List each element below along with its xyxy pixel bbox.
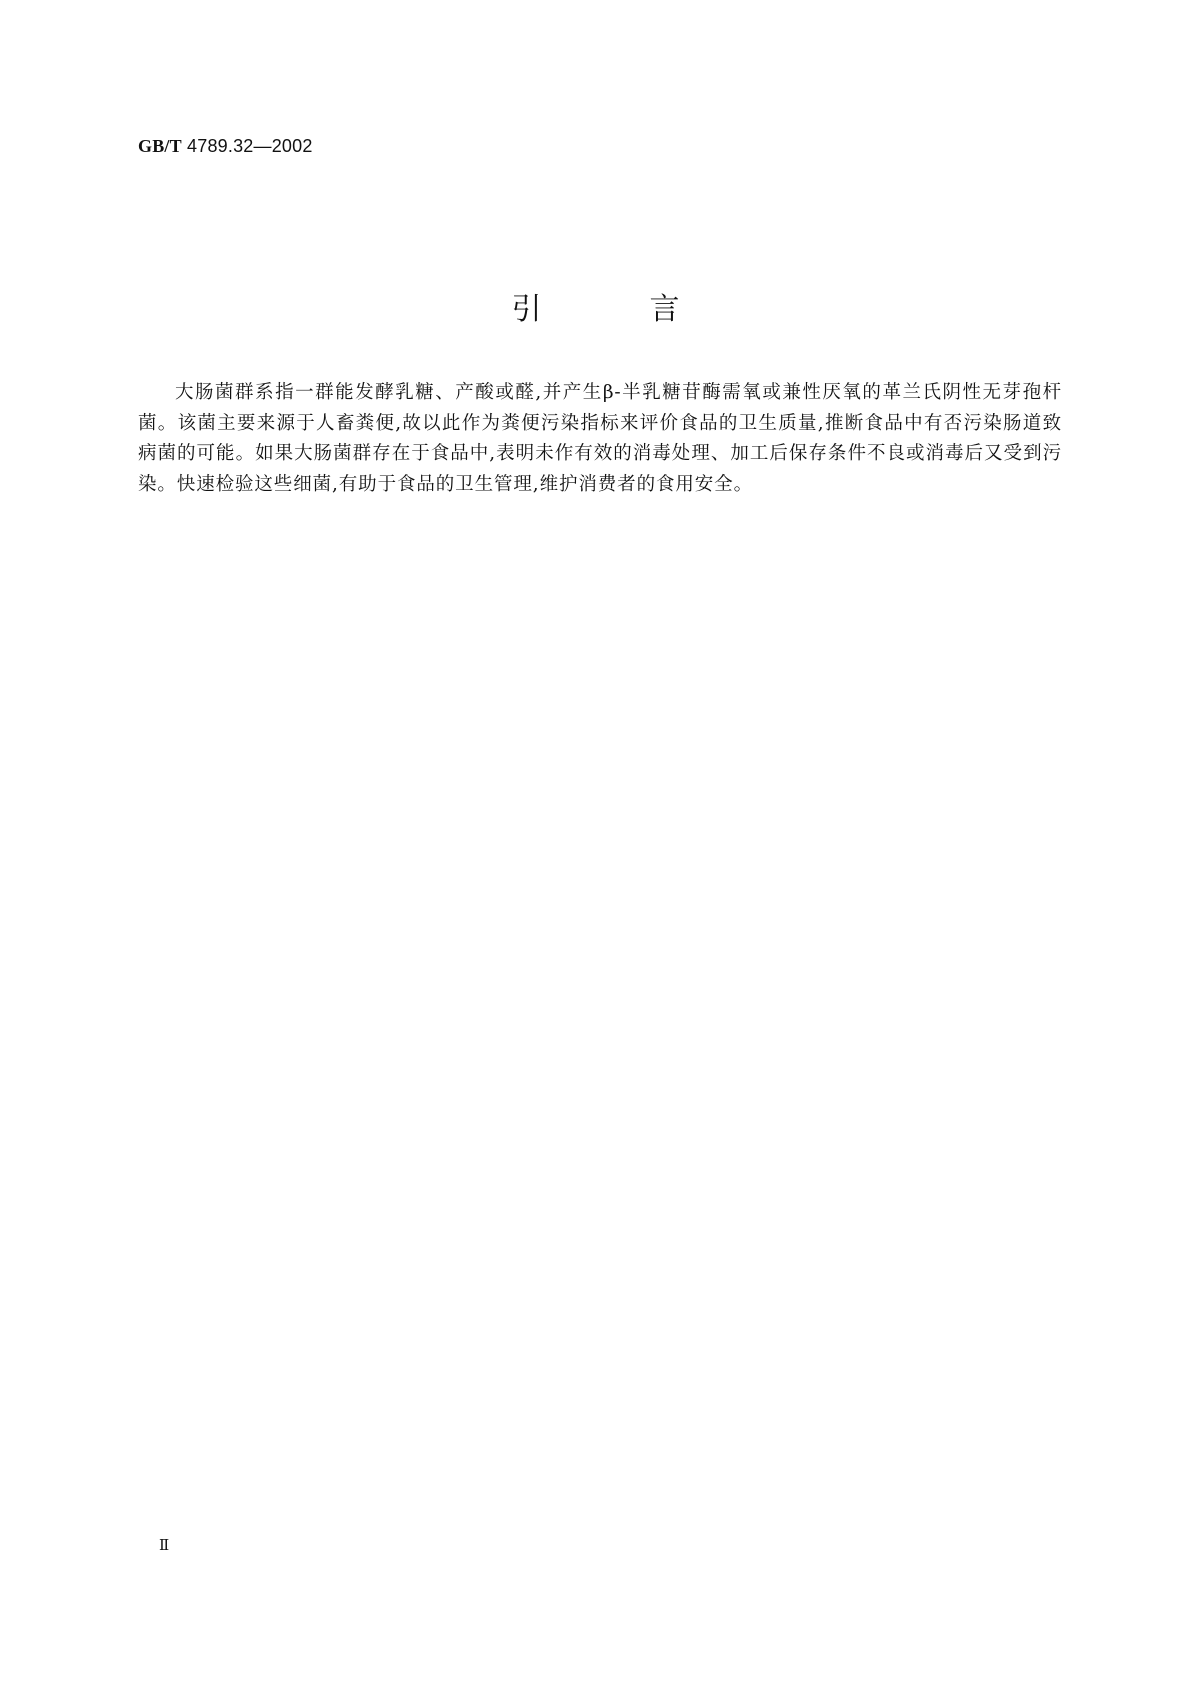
standard-prefix: GB/T [138, 136, 182, 156]
intro-paragraph: 大肠菌群系指一群能发酵乳糖、产酸或醛,并产生β-半乳糖苷酶需氧或兼性厌氧的革兰氏阴性无芽孢杆菌。该菌主要来源于人畜粪便,故以此作为粪便污染指标来评价食品的卫生质量,推断食品中有否污染肠道致病菌的可能。如果大肠菌群存在于食品中,表明未作有效的消毒处理、加工后保存条件不良或消毒后又受到污染。快速检验这些细菌,有助于食品的卫生管理,维护消费者的食用安全。 [138, 382, 1062, 495]
page-title: 引言 [511, 292, 788, 327]
page-number: Ⅱ [159, 1536, 170, 1554]
standard-number: 4789.32—2002 [187, 136, 313, 156]
introduction-section [138, 378, 1062, 500]
standard-code [138, 136, 313, 157]
